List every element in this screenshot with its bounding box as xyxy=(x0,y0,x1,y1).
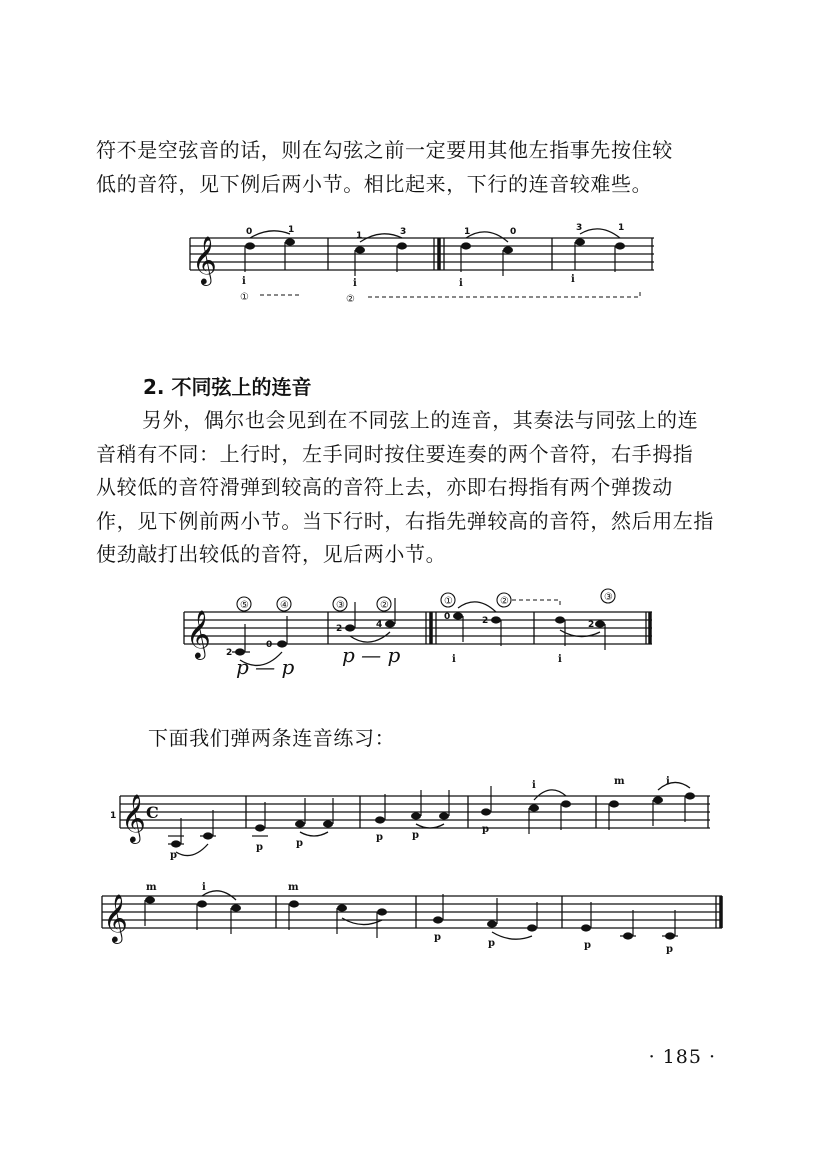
treble-clef-icon: 𝄞 xyxy=(121,793,146,842)
svg-text:4: 4 xyxy=(376,620,383,630)
finger-mark: i xyxy=(242,276,246,287)
slur xyxy=(458,602,496,612)
svg-text:p: p xyxy=(412,830,419,841)
fingering: 0 xyxy=(246,227,253,237)
note xyxy=(575,238,585,245)
note xyxy=(503,246,513,253)
time-signature: C xyxy=(146,803,159,822)
staff-lines xyxy=(102,896,722,928)
note xyxy=(285,238,295,245)
svg-text:p: p xyxy=(256,842,263,853)
svg-text:p: p xyxy=(376,832,383,843)
staff-lines xyxy=(184,612,652,644)
fingering: 1 xyxy=(356,231,363,241)
note xyxy=(355,246,365,253)
string-marker: ⑤ xyxy=(240,600,249,611)
text-line: 使劲敲打出较低的音符，见后两小节。 xyxy=(96,542,447,566)
finger-mark: i xyxy=(459,278,463,289)
finger-mark: i xyxy=(353,278,357,289)
slur xyxy=(350,632,390,642)
svg-text:2: 2 xyxy=(482,616,489,626)
thumb-pp-mark: p — p xyxy=(236,655,295,679)
svg-text:m: m xyxy=(614,776,625,787)
note xyxy=(595,620,605,627)
text-line: 另外，偶尔也会见到在不同弦上的连音，其奏法与同弦上的连 xyxy=(142,408,699,432)
string-1-marker: ① xyxy=(240,292,249,303)
exercise-intro: 下面我们弹两条连音练习： xyxy=(148,726,396,750)
slur xyxy=(466,232,508,242)
music-example-1 xyxy=(188,220,668,310)
text-line: 音稍有不同：上行时，左手同时按住要连奏的两个音符，右手拇指 xyxy=(96,441,694,466)
svg-text:0: 0 xyxy=(266,640,273,650)
svg-text:p: p xyxy=(666,944,673,955)
treble-clef-icon: 𝄞 xyxy=(103,893,128,942)
fingering: 3 xyxy=(400,227,407,237)
exercise-number: 1 xyxy=(110,811,117,821)
string-marker: ① xyxy=(444,596,453,607)
text-line: 作，见下例前两小节。当下行时，右指先弹较高的音符，然后用左指 xyxy=(96,508,714,533)
treble-clef-icon: 𝄞 xyxy=(192,235,217,284)
text-line: 从较低的音符滑弹到较高的音符上去，亦即右拇指有两个弹拨动 xyxy=(96,475,673,499)
music-example-2 xyxy=(180,586,660,686)
exercise-line-1-svg xyxy=(110,776,720,861)
section-heading: 2. 不同弦上的连音 xyxy=(143,375,312,399)
text-line: 符不是空弦音的话，则在勾弦之前一定要用其他左指事先按住较 xyxy=(96,138,673,162)
svg-text:m: m xyxy=(288,882,299,893)
svg-text:2: 2 xyxy=(588,620,595,630)
svg-text:p: p xyxy=(482,824,489,835)
exercise-line-2-svg xyxy=(98,882,728,960)
finger-mark: i xyxy=(452,654,456,665)
svg-text:p: p xyxy=(584,940,591,951)
svg-text:p: p xyxy=(434,932,441,943)
fingering: 1 xyxy=(618,223,625,233)
finger-mark: i xyxy=(571,274,575,285)
string-marker: ④ xyxy=(280,600,289,611)
fingering: 1 xyxy=(288,225,295,235)
fingering: 3 xyxy=(576,223,583,233)
treble-clef-icon: 𝄞 xyxy=(186,609,211,658)
note xyxy=(615,242,625,249)
string-marker: ③ xyxy=(604,592,613,603)
string-marker: ③ xyxy=(336,600,345,611)
paragraph-1 xyxy=(96,134,724,201)
string-marker: ② xyxy=(380,600,389,611)
string-2-marker: ② xyxy=(346,294,355,305)
exercise-line-1 xyxy=(110,776,720,861)
note xyxy=(277,640,287,647)
fingering: 1 xyxy=(464,227,471,237)
svg-text:2: 2 xyxy=(336,624,343,634)
fingering: 0 xyxy=(510,227,517,237)
dashed-bracket xyxy=(368,290,640,297)
music-example-1-svg xyxy=(188,220,668,310)
svg-text:i: i xyxy=(666,776,670,787)
svg-text:2: 2 xyxy=(226,648,233,658)
svg-text:p: p xyxy=(488,938,495,949)
exercise-line-2 xyxy=(98,882,728,960)
finger-mark: i xyxy=(558,654,562,665)
svg-text:i: i xyxy=(202,882,206,893)
note xyxy=(385,620,395,627)
string-marker: ② xyxy=(500,596,509,607)
svg-text:p: p xyxy=(296,838,303,849)
slur xyxy=(580,229,620,238)
note xyxy=(453,612,463,619)
text-line: 低的音符，见下例后两小节。相比起来，下行的连音较难些。 xyxy=(96,171,653,196)
note xyxy=(245,242,255,249)
staff-lines xyxy=(120,796,710,828)
svg-text:p: p xyxy=(170,850,177,861)
note xyxy=(345,624,355,631)
note xyxy=(397,242,407,249)
svg-text:m: m xyxy=(146,882,157,893)
music-example-2-svg xyxy=(180,586,660,686)
note xyxy=(491,616,501,623)
svg-text:0: 0 xyxy=(444,612,451,622)
page-number: · 185 · xyxy=(648,1046,716,1068)
note xyxy=(555,616,565,623)
thumb-pp-mark: p — p xyxy=(342,643,401,667)
svg-text:i: i xyxy=(532,780,536,791)
note xyxy=(461,242,471,249)
slur xyxy=(250,231,290,238)
paragraph-2 xyxy=(96,404,724,572)
